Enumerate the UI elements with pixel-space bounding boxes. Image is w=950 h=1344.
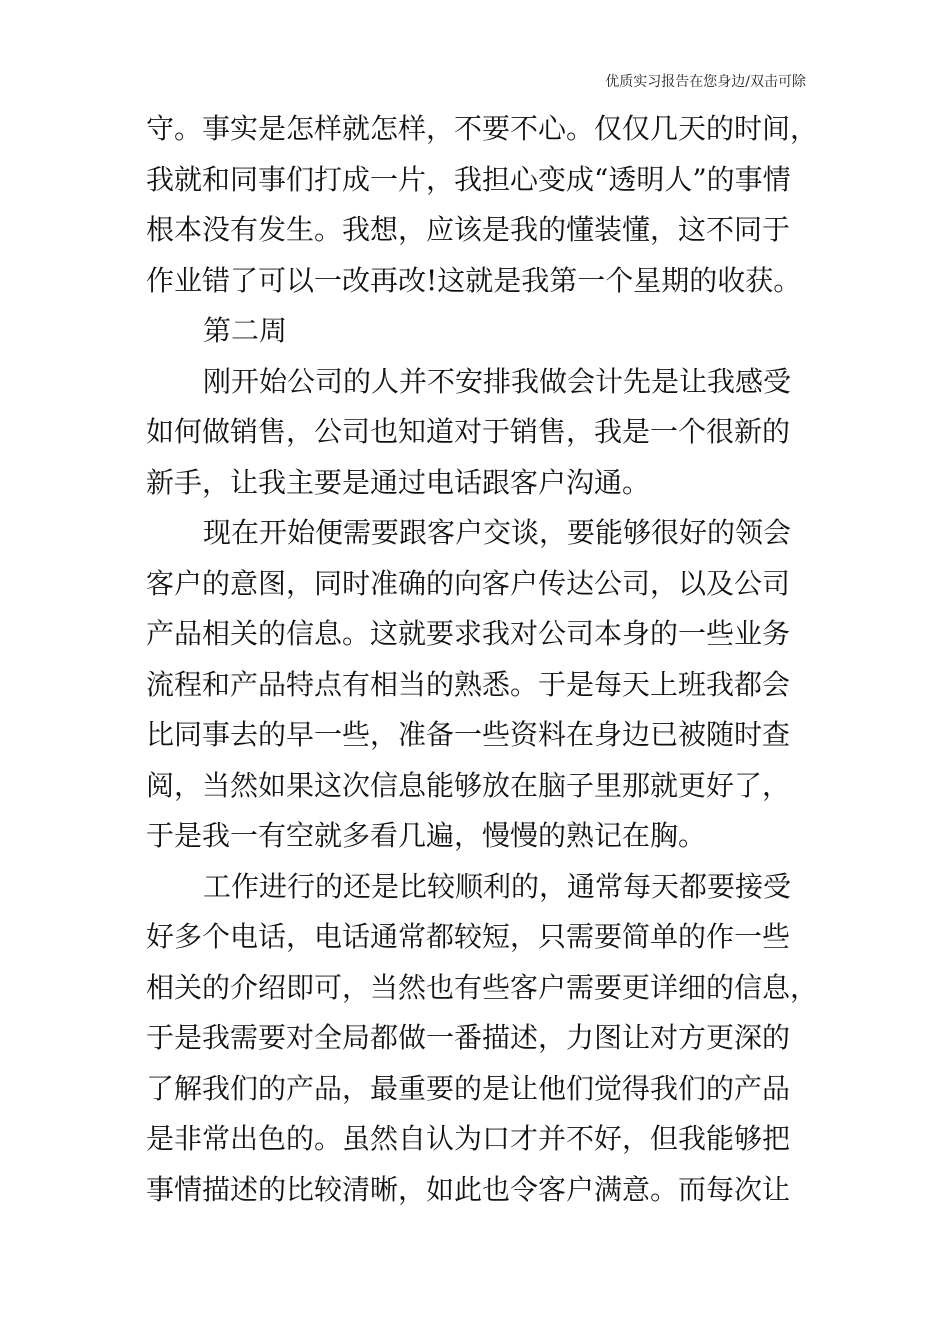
- paragraph-first-line: 工作进行的还是比较顺利的，通常每天都要接受: [203, 869, 792, 903]
- paragraph-line: 流程和产品特点有相当的熟悉。于是每天上班我都会: [146, 667, 791, 701]
- paragraph-line: 于是我需要对全局都做一番描述，力图让对方更深的: [146, 1021, 791, 1054]
- paragraph-line: 比同事去的早一些，准备一些资料在身边已被随时查: [146, 718, 791, 751]
- paragraph-line: 事情描述的比较清晰，如此也令客户满意。而每次让: [146, 1172, 791, 1206]
- paragraph-line: 作业错了可以一改再改!这就是我第一个星期的收获。: [146, 263, 802, 297]
- paragraph-line: 了解我们的产品，最重要的是让他们觉得我们的产品: [146, 1071, 791, 1105]
- paragraph-line: 于是我一有空就多看几遍，慢慢的熟记在胸。: [146, 819, 707, 852]
- paragraph-line: 产品相关的信息。这就要求我对公司本身的一些业务: [146, 617, 791, 650]
- paragraph-line: 新手，让我主要是通过电话跟客户沟通。: [146, 465, 651, 499]
- paragraph-line: 好多个电话，电话通常都较短，只需要简单的作一些: [146, 920, 791, 953]
- paragraph-first-line: 第二周: [203, 314, 288, 347]
- paragraph-line: 阅，当然如果这次信息能够放在脑子里那就更好了，: [146, 768, 791, 802]
- paragraph-line: 是非常出色的。虽然自认为口才并不好，但我能够把: [146, 1122, 791, 1155]
- document-body: [146, 104, 819, 1215]
- paragraph-line: 我就和同事们打成一片，我担心变成“透明人”的事情: [146, 162, 791, 196]
- paragraph-line: 客户的意图，同时准确的向客户传达公司，以及公司: [146, 566, 791, 600]
- paragraph-line: 根本没有发生。我想，应该是我的懂装懂，这不同于: [146, 213, 791, 246]
- paragraph-first-line: 现在开始便需要跟客户交谈，要能够很好的领会: [203, 516, 792, 549]
- paragraph-line: 守。事实是怎样就怎样，不要不心。仅仅几天的时间，: [146, 112, 819, 145]
- page-header-note: 优质实习报告在您身边/双击可除: [605, 74, 806, 90]
- paragraph-line: 如何做销售，公司也知道对于销售，我是一个很新的: [146, 415, 791, 448]
- paragraph-first-line: 刚开始公司的人并不安排我做会计先是让我感受: [203, 364, 792, 398]
- paragraph-line: 相关的介绍即可，当然也有些客户需要更详细的信息，: [146, 970, 819, 1004]
